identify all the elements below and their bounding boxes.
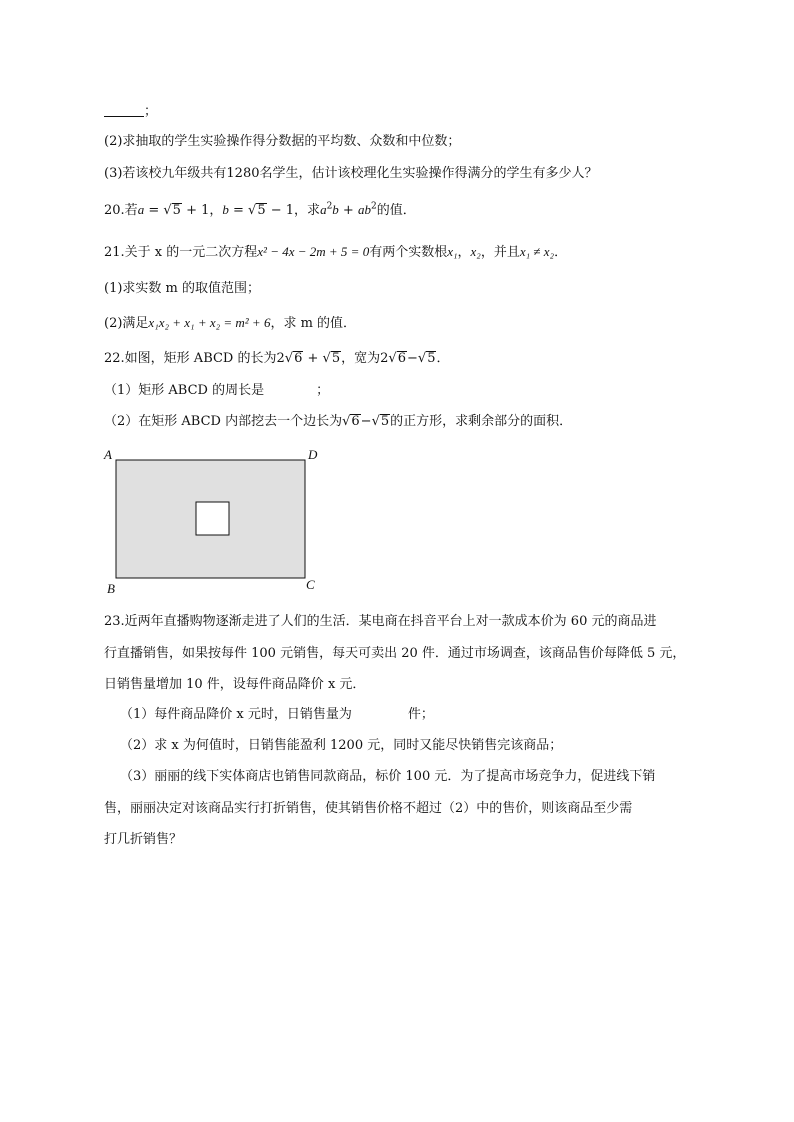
- q23-line3: 日销售量增加 10 件，设每件商品降价 x 元．: [104, 677, 366, 692]
- q23-part3-line3: 打几折销售？: [104, 832, 183, 847]
- rectangle-diagram: [104, 447, 324, 595]
- q21-part1: (1)求实数 m 的取值范围；: [104, 281, 261, 296]
- q23-part1: （1）每件商品降价 x 元时，日销售量为 件；: [120, 707, 434, 722]
- answer-blank: [104, 104, 144, 117]
- vertex-c-label: C: [306, 577, 315, 592]
- q21-question: 21.关于 x 的一元二次方程x² − 4x − 2m + 5 = 0有两个实数根x₁，x₂，并且x₁ ≠ x₂．: [104, 244, 568, 260]
- q23-line1: 23.近两年直播购物逐渐走进了人们的生活．某电商在抖音平台上对一款成本价为 60 元的商品进: [104, 614, 657, 629]
- q23-part2: （2）求 x 为何值时，日销售能盈利 1200 元，同时又能尽快销售完该商品；: [120, 738, 563, 753]
- q23-line2: 行直播销售，如果按每件 100 元销售，每天可卖出 20 件．通过市场调查，该商品售价每降低 5 元，: [104, 646, 686, 661]
- q22-part1: （1）矩形 ABCD 的周长是 ；: [104, 383, 330, 398]
- q21-part2: (2)满足x₁x₂ + x₁ + x₂ = m² + 6，求 m 的值．: [104, 315, 357, 331]
- q19-blank-line: ；: [104, 103, 157, 121]
- vertex-b-label: B: [107, 581, 115, 596]
- vertex-d-label: D: [308, 447, 318, 462]
- q23-part3-line1: （3）丽丽的线下实体商店也销售同款商品，标价 100 元．为了提高市场竞争力，促进线下销: [120, 769, 656, 784]
- q22-question: 22.如图，矩形 ABCD 的长为2√6 + √5，宽为2√6−√5．: [104, 351, 450, 366]
- vertex-a-label: A: [104, 447, 112, 462]
- q19-part3: (3)若该校九年级共有1280名学生，估计该校理化生实验操作得满分的学生有多少人？: [104, 166, 598, 181]
- q20-question: 20.若a = √5 + 1，b = √5 − 1，求$a^2b + ab^2$的值．: [104, 201, 416, 218]
- square-hole: [196, 502, 229, 535]
- rectangle-figure: [104, 447, 324, 595]
- q22-part2: （2）在矩形 ABCD 内部挖去一个边长为√6−√5的正方形，求剩余部分的面积．: [104, 414, 573, 429]
- q19-part2: (2)求抽取的学生实验操作得分数据的平均数、众数和中位数；: [104, 134, 461, 149]
- q23-part3-line2: 售，丽丽决定对该商品实行打折销售，使其销售价格不超过（2）中的售价，则该商品至少需: [104, 801, 633, 816]
- q21-equation: x² − 4x − 2m + 5 = 0: [257, 244, 370, 259]
